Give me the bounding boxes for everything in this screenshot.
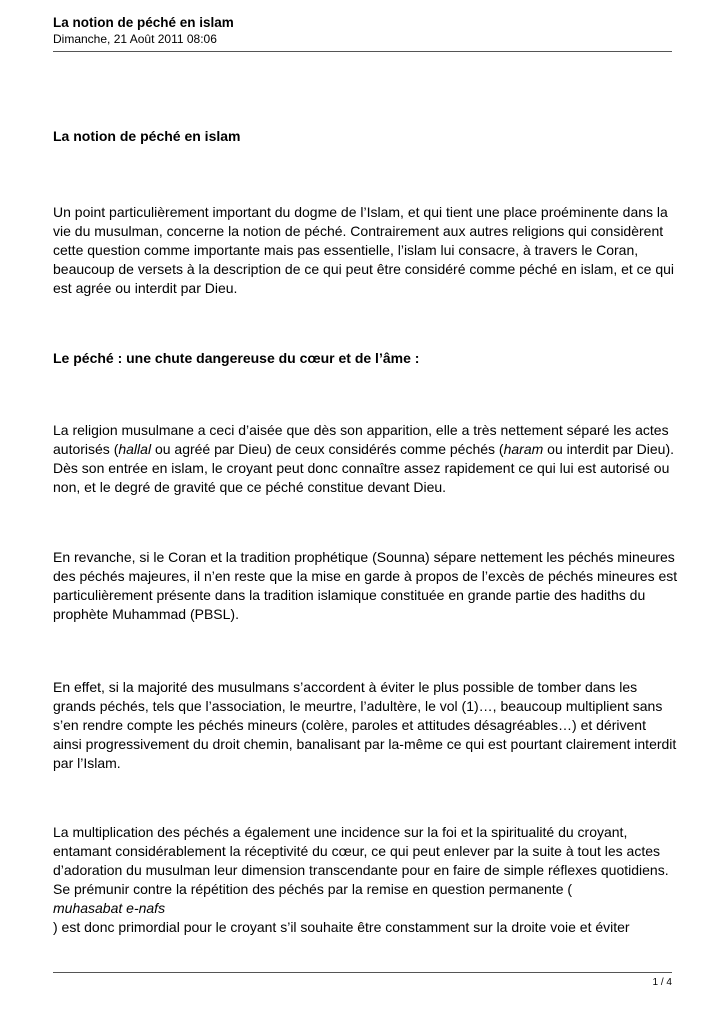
intro-paragraph: Un point particulièrement important du dogme de l’Islam, et qui tient une place proéminente dans la vie du musulman, concerne la notion de péché. Contrairement aux autres religions qui considèrent cette question comme importante mais pas essentielle, l’islam lui consacre, à travers le Coran, beaucoup de versets à la description de ce qui peut être considéré comme péché en islam, et ce qui est agrée ou interdit par Dieu. xyxy=(53,204,675,296)
paragraph-4: En effet, si la majorité des musulmans s’accordent à éviter le plus possible de tomber dans les grands péchés, tels que l’association, le meurtre, l’adultère, le vol (1)…, beaucoup multiplient sans s’en rendre compte les péchés mineurs (colère, paroles et attitudes désagréables…) et dérivent ainsi progressivement du droit chemin, banalisant par la-même ce qui est pourtant clairement interdit par l’Islam. xyxy=(53,679,677,771)
p2-part2: ou agréé par Dieu) de ceux considérés comme péchés ( xyxy=(151,441,504,457)
p2-part1: La religion musulmane a ceci d’aisée que dès son apparition, elle a très nettement séparé les actes autorisés ( xyxy=(53,422,669,457)
hallal-term: hallal xyxy=(118,441,152,457)
paragraph-5 xyxy=(53,823,678,937)
p2-part3: ou interdit par Dieu). Dès son entrée en islam, le croyant peut donc connaître assez rapidement ce qui lui est autorisé ou non, et le degré de gravité que ce péché constitue devant Dieu. xyxy=(53,441,674,495)
p5-part1: La multiplication des péchés a également une incidence sur la foi et la spiritualité du croyant, entamant considérablement la réceptivité du cœur, ce qui peut enlever par la suite à tout les actes d’adoration du musulman leur dimension transcendante pour en faire de simple réflexes quotidiens. Se prémunir contre la répétition des péchés par la remise en question permanente ( xyxy=(53,824,669,897)
paragraph-2 xyxy=(53,421,678,497)
p5-part2: ) est donc primordial pour le croyant s’il souhaite être constamment sur la droite voie et éviter xyxy=(53,919,630,935)
document-title: La notion de péché en islam xyxy=(53,128,241,144)
header-date: Dimanche, 21 Août 2011 08:06 xyxy=(53,32,217,46)
muhasabat-term: muhasabat e-nafs xyxy=(53,900,166,916)
page-number: 1 / 4 xyxy=(652,977,672,988)
footer-divider xyxy=(53,972,672,973)
header-divider xyxy=(53,51,672,52)
haram-term: haram xyxy=(503,441,544,457)
header-title: La notion de péché en islam xyxy=(53,15,234,30)
section-heading: Le péché : une chute dangereuse du cœur et de l’âme : xyxy=(53,350,420,366)
paragraph-3: En revanche, si le Coran et la tradition prophétique (Sounna) sépare nettement les péchés mineures des péchés majeures, il n’en reste que la mise en garde à propos de l’excès de péchés mineures est particulièrement présente dans la tradition islamique constituée en grande partie des hadiths du prophète Muhammad (PBSL). xyxy=(53,549,678,622)
